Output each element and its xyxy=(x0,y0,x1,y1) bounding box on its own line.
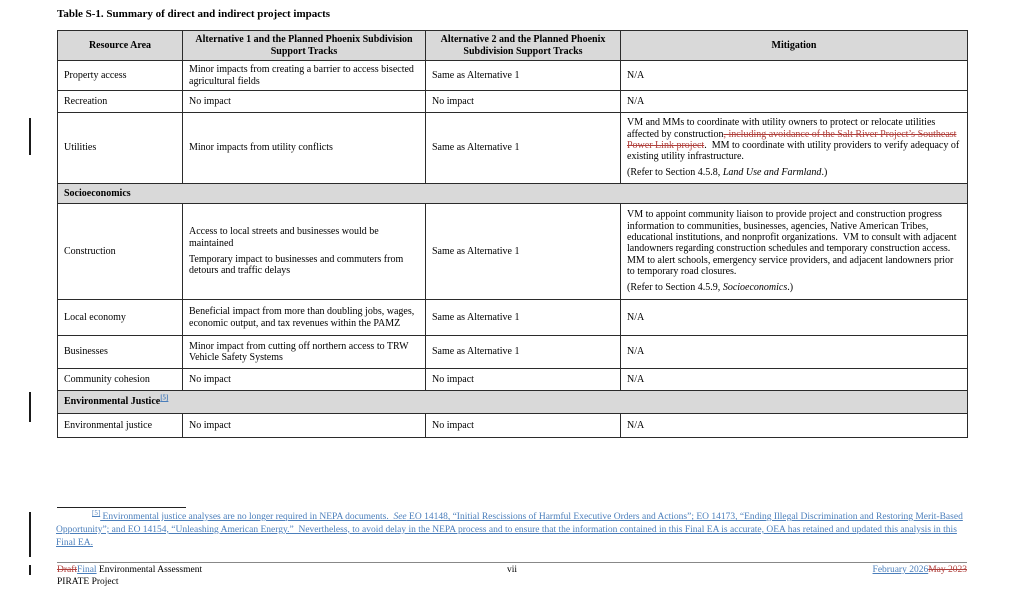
cell-resource-area: Local economy xyxy=(58,300,183,336)
cell-resource-area: Recreation xyxy=(58,91,183,113)
table-row xyxy=(58,336,968,369)
cell-mitigation xyxy=(621,204,968,300)
text-run: N/A xyxy=(627,95,645,107)
text-run: No impact xyxy=(432,373,474,385)
text-run: , including avoidance of the Salt River Project’s Southeast Power Link project xyxy=(627,128,957,151)
cell-paragraph xyxy=(432,374,614,385)
column-header: Mitigation xyxy=(621,31,968,61)
cell-paragraph xyxy=(432,346,614,357)
cell-paragraph xyxy=(627,167,961,178)
text-run: No impact xyxy=(189,95,231,107)
cell-paragraph xyxy=(627,374,961,385)
change-bar xyxy=(29,392,31,422)
text-run: Socioeconomics xyxy=(722,282,788,294)
cell-paragraph xyxy=(627,209,961,277)
cell-paragraph xyxy=(189,64,419,87)
table-header xyxy=(58,31,968,61)
text-run: (Refer to Section 4.5.9, xyxy=(627,282,723,294)
text-run: Final xyxy=(77,565,97,575)
cell-paragraph xyxy=(189,420,419,431)
cell-resource-area: Property access xyxy=(58,61,183,91)
text-run: . MM to coordinate with utility providers to verify adequacy of existing utility infrastructure. xyxy=(627,139,960,163)
cell-paragraph xyxy=(627,420,961,431)
cell-alternative-2 xyxy=(426,204,621,300)
text-run: Draft xyxy=(57,565,78,575)
cell-paragraph xyxy=(627,346,961,357)
text-run: No impact xyxy=(432,419,474,431)
cell-paragraph xyxy=(432,96,614,107)
text-run: No impact xyxy=(189,373,231,385)
cell-alternative-2 xyxy=(426,369,621,391)
cell-paragraph xyxy=(432,246,614,257)
section-row xyxy=(58,391,968,414)
text-run: Same as Alternative 1 xyxy=(432,311,520,323)
footer-rule xyxy=(57,562,967,563)
cell-resource-area: Environmental justice xyxy=(58,414,183,438)
cell-alternative-1 xyxy=(183,91,426,113)
page-footer xyxy=(57,565,967,589)
cell-resource-area: Businesses xyxy=(58,336,183,369)
table-title: Table S-1. Summary of direct and indirect project impacts xyxy=(57,8,331,20)
table-row xyxy=(58,414,968,438)
cell-paragraph xyxy=(627,282,961,293)
footnote-text xyxy=(56,508,968,549)
cell-alternative-1 xyxy=(183,113,426,184)
text-run: VM and MMs to coordinate with utility owners to protect or relocate utilities affected by construction xyxy=(627,117,936,140)
impacts-table xyxy=(57,30,968,438)
cell-alternative-1 xyxy=(183,336,426,369)
text-run: Same as Alternative 1 xyxy=(432,346,520,358)
column-header: Alternative 2 and the Planned Phoenix Subdivision Support Tracks xyxy=(426,31,621,61)
text-run: Minor impact from cutting off northern access to TRW Vehicle Safety Systems xyxy=(189,340,409,363)
cell-paragraph xyxy=(189,341,419,364)
cell-paragraph xyxy=(627,117,961,162)
text-run: EO 14148, “Initial Rescissions of Harmful Executive Orders and Actions”; EO 14173, “Ending Illegal Discrimination and Restoring Merit-Based Opportunity”; and EO 14154, “Unleashing American Energy.” Nevertheless, to avoid delay in the NEPA process and to ensure that the information contained in this Final EA is accurate, OEA has retained and updated this analysis in this Final EA. xyxy=(56,512,963,548)
text-run: Same as Alternative 1 xyxy=(432,69,520,81)
cell-paragraph xyxy=(432,70,614,81)
cell-alternative-1 xyxy=(183,300,426,336)
text-run: Access to local streets and businesses would be maintained xyxy=(189,226,379,249)
cell-paragraph xyxy=(189,142,419,153)
cell-paragraph xyxy=(627,96,961,107)
cell-resource-area: Construction xyxy=(58,204,183,300)
cell-mitigation xyxy=(621,369,968,391)
text-run: VM to appoint community liaison to provide project and construction progress information to communities, businesses, agencies, Native American Tribes, educational institutions, and nonprofit organizations. VM to consult with adjacent landowners regarding construction schedules and temporary construction access. MM to alert schools, emergency service providers, and adjacent landowners prior to temporary road closures. xyxy=(627,209,957,277)
section-row xyxy=(58,184,968,204)
table-row xyxy=(58,300,968,336)
page-number: vii xyxy=(506,565,518,575)
text-run: No impact xyxy=(189,419,231,431)
text-run: (Refer to Section 4.5.8, xyxy=(627,167,723,179)
cell-alternative-2 xyxy=(426,336,621,369)
text-run: See xyxy=(393,512,407,522)
table-row xyxy=(58,113,968,184)
column-header: Alternative 1 and the Planned Phoenix Subdivision Support Tracks xyxy=(183,31,426,61)
cell-mitigation xyxy=(621,336,968,369)
cell-paragraph xyxy=(189,306,419,329)
section-label: Environmental Justice[5] xyxy=(58,391,968,414)
cell-paragraph xyxy=(432,312,614,323)
change-bar xyxy=(29,565,31,575)
cell-mitigation xyxy=(621,113,968,184)
footnote-separator xyxy=(57,507,186,508)
text-run: N/A xyxy=(627,311,645,323)
text-run: N/A xyxy=(627,346,645,358)
cell-alternative-2 xyxy=(426,300,621,336)
table-row xyxy=(58,369,968,391)
text-run: .) xyxy=(821,167,828,179)
cell-alternative-2 xyxy=(426,91,621,113)
text-run: .) xyxy=(787,282,794,294)
text-run: N/A xyxy=(627,373,645,385)
column-header: Resource Area xyxy=(58,31,183,61)
text-run: No impact xyxy=(432,95,474,107)
cell-paragraph xyxy=(189,96,419,107)
cell-alternative-1 xyxy=(183,204,426,300)
footnote xyxy=(56,508,968,549)
cell-alternative-2 xyxy=(426,113,621,184)
cell-paragraph xyxy=(189,226,419,249)
footnote-marker: [5] xyxy=(92,508,101,517)
text-run: Same as Alternative 1 xyxy=(432,142,520,154)
text-run: N/A xyxy=(627,69,645,81)
table-row xyxy=(58,204,968,300)
table-row xyxy=(58,91,968,113)
cell-paragraph xyxy=(627,312,961,323)
cell-paragraph xyxy=(189,254,419,277)
section-label: Socioeconomics xyxy=(58,184,968,204)
cell-paragraph xyxy=(432,420,614,431)
change-bar xyxy=(29,512,31,557)
cell-alternative-2 xyxy=(426,414,621,438)
text-run: Beneficial impact from more than doubling jobs, wages, economic output, and tax revenues within the PAMZ xyxy=(189,306,415,329)
cell-paragraph xyxy=(432,142,614,153)
change-bar xyxy=(29,118,31,155)
text-run: May 2023 xyxy=(928,565,967,575)
cell-alternative-1 xyxy=(183,369,426,391)
cell-alternative-2 xyxy=(426,61,621,91)
cell-paragraph xyxy=(627,70,961,81)
cell-mitigation xyxy=(621,414,968,438)
cell-mitigation xyxy=(621,300,968,336)
cell-alternative-1 xyxy=(183,61,426,91)
cell-mitigation xyxy=(621,91,968,113)
cell-mitigation xyxy=(621,61,968,91)
text-run: Temporary impact to businesses and commuters from detours and traffic delays xyxy=(189,254,404,277)
text-run: N/A xyxy=(627,419,645,431)
cell-resource-area: Community cohesion xyxy=(58,369,183,391)
text-run: Environmental justice analyses are no longer required in NEPA documents. xyxy=(100,512,394,522)
cell-alternative-1 xyxy=(183,414,426,438)
cell-paragraph xyxy=(189,374,419,385)
text-run: Minor impacts from creating a barrier to access bisected agricultural fields xyxy=(189,64,414,87)
cell-resource-area: Utilities xyxy=(58,113,183,184)
text-run: Minor impacts from utility conflicts xyxy=(189,142,333,154)
footer-project: PIRATE Project xyxy=(57,576,119,587)
text-run: Land Use and Farmland xyxy=(722,167,822,179)
footnote-reference: [5] xyxy=(160,394,169,403)
table-row xyxy=(58,61,968,91)
text-run: Environmental Assessment xyxy=(96,565,203,575)
text-run: February 2026 xyxy=(872,565,929,575)
text-run: Same as Alternative 1 xyxy=(432,245,520,257)
